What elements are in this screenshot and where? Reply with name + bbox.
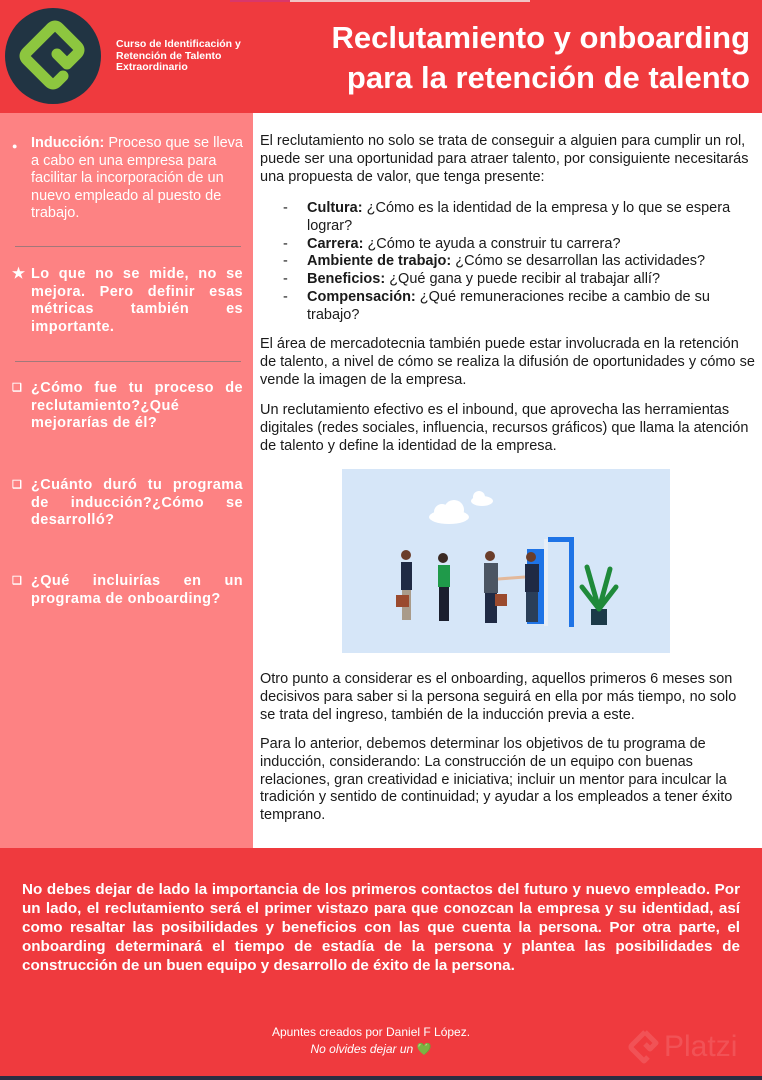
list-item	[283, 200, 753, 236]
dash-icon: -	[283, 200, 288, 216]
checkbox-icon: ❏	[12, 382, 22, 394]
main-content	[253, 113, 762, 848]
inbound-paragraph: Un reclutamiento efectivo es el inbound, que aprovecha las herramientas digitales (redes sociales, influencia, recursos gráficos) que llama la atención de talento y define la identidad de la empresa.	[260, 402, 749, 454]
author-credit: Apuntes creados por Daniel F López.	[271, 1025, 471, 1039]
objectives-paragraph: Para lo anterior, debemos determinar los objetivos de tu programa de inducción, considerando: La construcción de un equipo con buenas relaciones, gran creatividad e iniciativa; incluir un mentor para inculcar la tradición y sentido de continuidad; y ayudar a los empleados a tener éxito temprano.	[260, 736, 733, 824]
person-icon	[396, 550, 539, 623]
marketing-paragraph: El área de mercadotecnia también puede estar involucrada en la retención de talento, a nivel de cómo se realiza la difusión de oportunidades y cómo se vende la imagen de la empresa.	[260, 336, 755, 388]
divider	[15, 361, 241, 362]
heart-icon: 💚	[416, 1042, 432, 1056]
intro-paragraph: El reclutamiento no solo se trata de conseguir a alguien para cumplir un rol, puede ser una oportunidad para atraer talento, por consiguiente necesitarás una propuesta de valor, que tenga presente:	[260, 133, 749, 185]
value-proposition-list	[283, 200, 753, 325]
onboarding-paragraph: Otro punto a considerar es el onboarding, aquellos primeros 6 meses son decisivos para saber si la persona seguirá en ella por más tiempo, no solo se trata del ingreso, también de la inducción previa a este.	[260, 671, 737, 723]
list-text: ¿Cómo es la identidad de la empresa y lo que se espera lograr?	[307, 200, 731, 234]
bottom-strip	[0, 1076, 762, 1080]
list-text: ¿Cómo te ayuda a construir tu carrera?	[363, 235, 621, 252]
platzi-watermark	[628, 1028, 758, 1073]
platzi-watermark-icon	[628, 1028, 662, 1068]
list-term: Ambiente de trabajo:	[307, 253, 452, 270]
top-accent-bar	[230, 0, 290, 2]
platzi-logo-icon	[5, 8, 101, 104]
list-item	[283, 271, 753, 289]
definition-text: Proceso que se lleva a cabo en una empresa para facilitar la incorporación de un nuevo empleado al puesto de trabajo.	[31, 135, 243, 221]
dash-icon: -	[283, 235, 288, 252]
plant-icon	[582, 567, 616, 625]
definition-item	[12, 135, 243, 223]
list-item	[283, 253, 753, 271]
highlight-text: Lo que no se mide, no se mejora. Pero definir esas métricas también es importante.	[31, 266, 243, 335]
list-term: Compensación:	[307, 288, 416, 305]
like-reminder: No olvides dejar un	[310, 1042, 414, 1056]
question-item	[12, 477, 243, 530]
list-item	[283, 236, 753, 254]
list-term: Carrera:	[307, 235, 364, 252]
dash-icon: -	[283, 271, 288, 288]
star-icon: ★	[12, 266, 25, 282]
onboarding-illustration	[342, 469, 670, 653]
dash-icon: -	[283, 253, 288, 270]
question-item	[12, 380, 243, 433]
checkbox-icon: ❏	[12, 479, 22, 491]
list-text: ¿Qué remuneraciones recibe a cambio de su trabajo?	[307, 288, 710, 323]
highlight-item	[12, 266, 243, 336]
header	[0, 0, 762, 113]
course-logo	[5, 8, 101, 104]
checkbox-icon: ❏	[12, 575, 22, 587]
question-text: ¿Qué incluirías en un programa de onboarding?	[31, 573, 243, 607]
list-item	[283, 289, 753, 325]
list-term: Beneficios:	[307, 271, 386, 288]
page-title-line-1: Reclutamiento y onboarding	[331, 20, 750, 55]
question-text: ¿Cómo fue tu proceso de reclutamiento?¿Qué mejorarías de él?	[31, 380, 243, 431]
sidebar	[0, 113, 253, 848]
list-text: ¿Cómo se desarrollan las actividades?	[451, 253, 706, 270]
list-text: ¿Qué gana y puede recibir al trabajar allí?	[385, 271, 661, 288]
dash-icon: -	[283, 288, 288, 305]
course-name: Curso de Identificación y Retención de Talento Extraordinario	[116, 38, 241, 73]
handshake-illustration-icon	[342, 469, 670, 653]
page-title	[262, 18, 750, 98]
definition-term: Inducción:	[31, 135, 105, 151]
cloud-icon	[429, 491, 493, 524]
bullet-icon: ●	[12, 141, 18, 151]
page-title-line-2: para la retención de talento	[346, 60, 750, 95]
divider	[15, 246, 241, 247]
top-accent-bar-light	[290, 0, 530, 2]
summary-section	[0, 848, 762, 1076]
question-text: ¿Cuánto duró tu programa de inducción?¿Cómo se desarrolló?	[31, 477, 243, 528]
question-item	[12, 573, 243, 608]
summary-text: No debes dejar de lado la importancia de los primeros contactos del futuro y nuevo empleado. Por un lado, el reclutamiento será el primer vistazo para que conozcan la empresa y su identidad, así como resaltar las posibilidades y beneficios con las que cuenta la persona. Por otra parte, el onboarding determinará el tiempo de estadía de la persona y plantea las posibilidades de construcción de un buen equipo y desarrollo de éxito de la persona.	[22, 881, 740, 974]
watermark-text: Platzi	[664, 1030, 738, 1063]
list-term: Cultura:	[307, 200, 363, 216]
